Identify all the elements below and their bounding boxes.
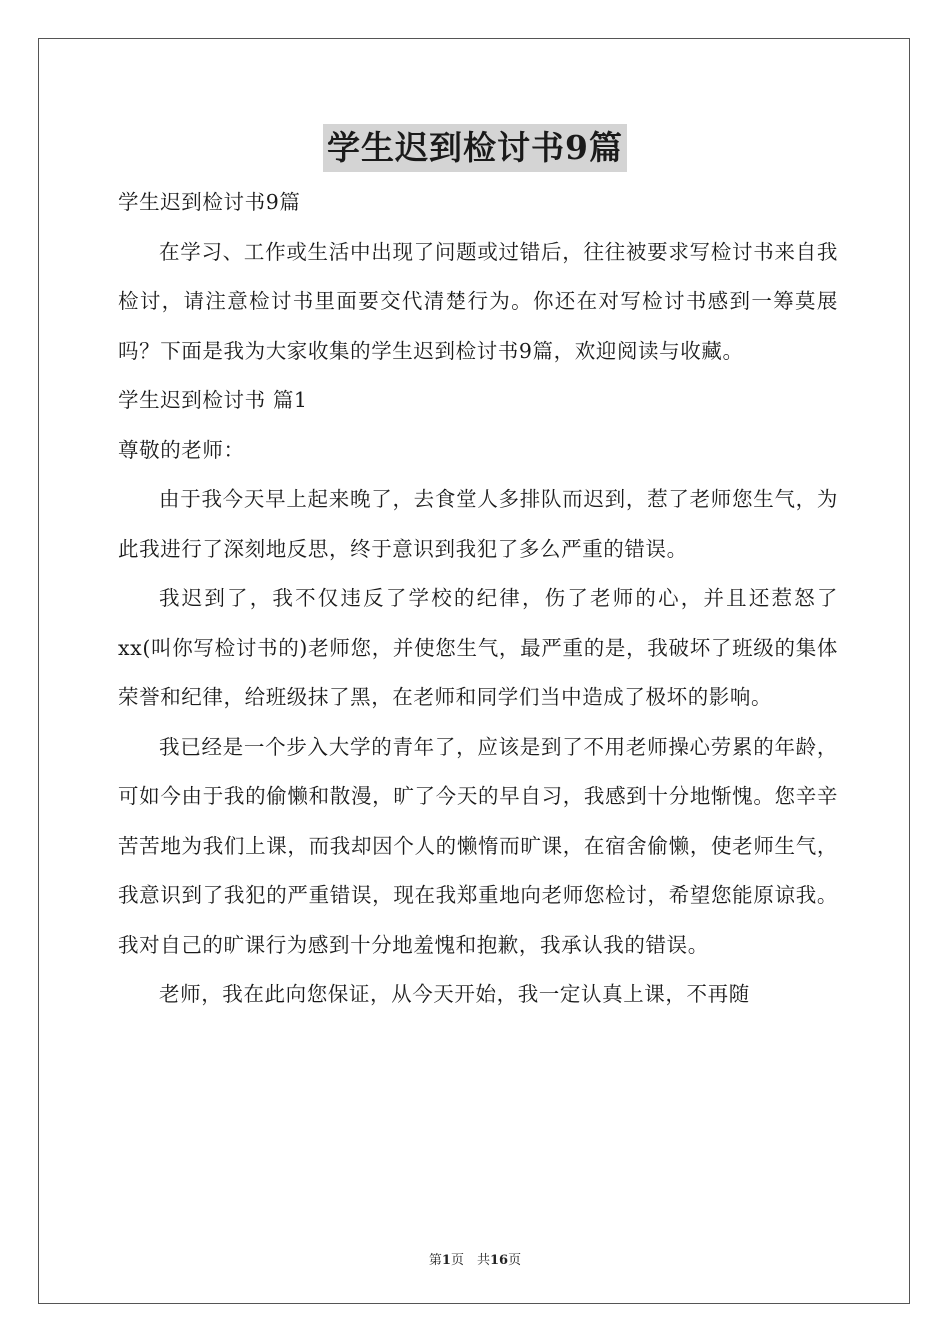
body-paragraph: 我迟到了，我不仅违反了学校的纪律，伤了老师的心，并且还惹怒了xx(叫你写检讨书的)老师您，并使您生气，最严重的是，我破坏了班级的集体荣誉和纪律，给班级抹了黑，在老师和同学们当中造成了极坏的影响。 [118,586,838,709]
page-current: 1 [441,1253,451,1268]
page-footer [0,1249,950,1268]
document-title: 学生迟到检讨书9篇 [323,124,627,172]
body-paragraph: 老师，我在此向您保证，从今天开始，我一定认真上课，不再随 [159,982,750,1006]
page-prefix: 第 [428,1253,442,1268]
document-body [118,178,838,1020]
page-suffix: 页 [508,1253,522,1268]
intro-paragraph: 在学习、工作或生活中出现了问题或过错后，往往被要求写检讨书来自我检讨，请注意检讨书里面要交代清楚行为。你还在对写检讨书感到一筹莫展吗？下面是我为大家收集的学生迟到检讨书9篇，欢迎阅读与收藏。 [118,239,838,363]
title-container [0,124,950,172]
page-mid: 页 共 [450,1253,490,1268]
body-paragraph: 由于我今天早上起来晚了，去食堂人多排队而迟到，惹了老师您生气，为此我进行了深刻地反思，终于意识到我犯了多么严重的错误。 [118,487,838,561]
document-subtitle: 学生迟到检讨书9篇 [118,190,301,214]
page-total: 16 [489,1253,509,1268]
section-heading: 学生迟到检讨书 篇1 [118,388,308,412]
salutation: 尊敬的老师： [118,437,245,462]
body-paragraph: 我已经是一个步入大学的青年了，应该是到了不用老师操心劳累的年龄，可如今由于我的偷懒和散漫，旷了今天的早自习，我感到十分地惭愧。您辛辛苦苦地为我们上课，而我却因个人的懒惰而旷课，在宿舍偷懒，使老师生气，我意识到了我犯的严重错误，现在我郑重地向老师您检讨，希望您能原谅我。我对自己的旷课行为感到十分地羞愧和抱歉，我承认我的错误。 [118,734,838,957]
